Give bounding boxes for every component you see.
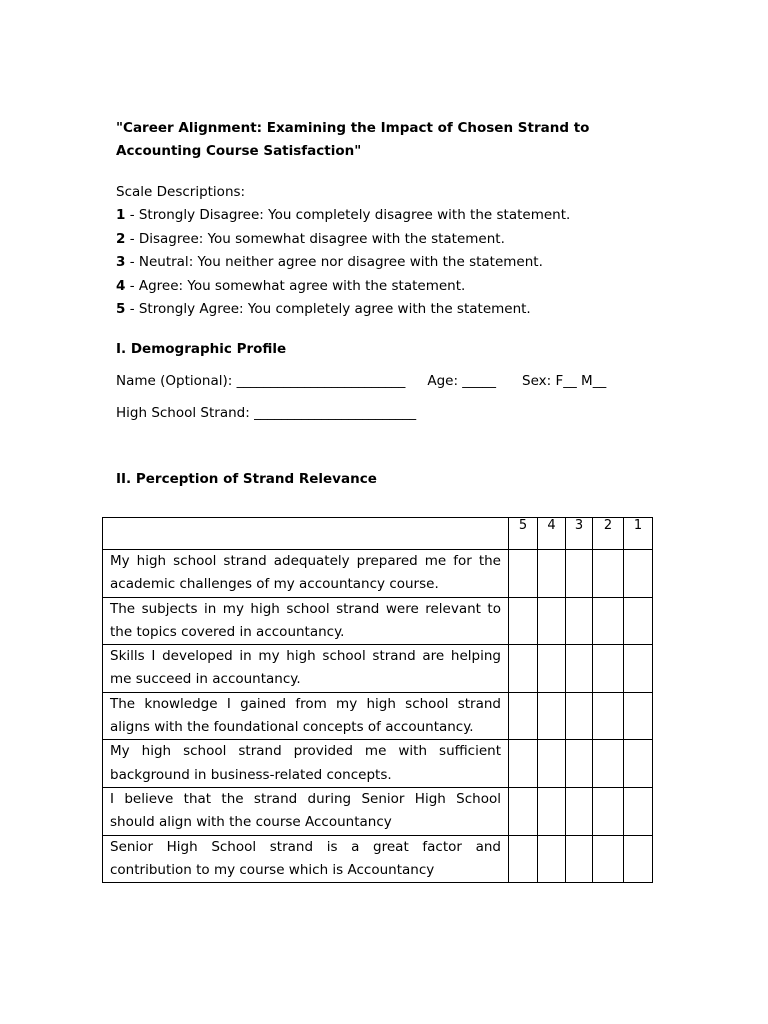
- scale-number: 5: [116, 301, 126, 318]
- scale-text: - Strongly Disagree: You completely disagree with the statement.: [125, 207, 571, 224]
- document-title: "Career Alignment: Examining the Impact of Chosen Strand to Accounting Course Satisfaction": [116, 120, 590, 159]
- rating-cell-4[interactable]: [538, 597, 566, 645]
- rating-cell-1[interactable]: [624, 787, 653, 835]
- statement-cell: My high school strand provided me with sufficient background in business-related concepts.: [103, 740, 509, 788]
- statement-cell: Senior High School strand is a great factor and contribution to my course which is Accountancy: [103, 835, 509, 883]
- rating-cell-4[interactable]: [538, 787, 566, 835]
- rating-cell-4[interactable]: [538, 692, 566, 740]
- rating-cell-2[interactable]: [593, 835, 624, 883]
- statement-header-cell: [103, 518, 509, 550]
- rating-cell-2[interactable]: [593, 692, 624, 740]
- scale-heading: Scale Descriptions:: [116, 184, 246, 200]
- table-row: [103, 550, 653, 598]
- table-row: [103, 597, 653, 645]
- scale-item-2: [116, 228, 676, 251]
- scale-number: 3: [116, 254, 126, 271]
- rating-header-1: 1: [624, 518, 653, 550]
- scale-text: - Neutral: You neither agree nor disagree with the statement.: [125, 254, 543, 271]
- rating-cell-1[interactable]: [624, 692, 653, 740]
- strand-relevance-heading: II. Perception of Strand Relevance: [116, 471, 377, 487]
- scale-text: - Agree: You somewhat agree with the statement.: [125, 277, 466, 294]
- scale-text: - Disagree: You somewhat disagree with the statement.: [125, 230, 505, 247]
- rating-cell-1[interactable]: [624, 550, 653, 598]
- rating-cell-3[interactable]: [566, 645, 593, 693]
- statement-cell: I believe that the strand during Senior High School should align with the course Accountancy: [103, 787, 509, 835]
- scale-item-3: [116, 251, 676, 274]
- rating-cell-5[interactable]: [509, 787, 538, 835]
- rating-cell-3[interactable]: [566, 597, 593, 645]
- table-row: [103, 740, 653, 788]
- name-field[interactable]: Name (Optional): _________________________: [116, 373, 406, 389]
- table-header-row: [103, 518, 653, 550]
- rating-cell-5[interactable]: [509, 597, 538, 645]
- rating-cell-2[interactable]: [593, 787, 624, 835]
- table-row: [103, 835, 653, 883]
- rating-cell-1[interactable]: [624, 835, 653, 883]
- rating-cell-1[interactable]: [624, 645, 653, 693]
- rating-cell-3[interactable]: [566, 835, 593, 883]
- scale-descriptions: [116, 181, 676, 321]
- rating-cell-4[interactable]: [538, 550, 566, 598]
- rating-cell-1[interactable]: [624, 740, 653, 788]
- demographic-row: [116, 373, 606, 389]
- rating-cell-4[interactable]: [538, 645, 566, 693]
- statement-cell: Skills I developed in my high school strand are helping me succeed in accountancy.: [103, 645, 509, 693]
- statement-cell: The subjects in my high school strand were relevant to the topics covered in accountancy.: [103, 597, 509, 645]
- rating-cell-5[interactable]: [509, 835, 538, 883]
- rating-header-2: 2: [593, 518, 624, 550]
- rating-cell-3[interactable]: [566, 740, 593, 788]
- rating-cell-4[interactable]: [538, 835, 566, 883]
- sex-field[interactable]: Sex: F__ M__: [522, 373, 607, 389]
- table-row: [103, 787, 653, 835]
- scale-number: 2: [116, 230, 126, 247]
- scale-item-1: [116, 204, 676, 227]
- rating-cell-5[interactable]: [509, 550, 538, 598]
- strand-relevance-table: [102, 517, 653, 883]
- rating-cell-2[interactable]: [593, 550, 624, 598]
- age-field[interactable]: Age: _____: [427, 373, 497, 389]
- rating-header-5: 5: [509, 518, 538, 550]
- rating-header-4: 4: [538, 518, 566, 550]
- statement-cell: My high school strand adequately prepared me for the academic challenges of my accountancy course.: [103, 550, 509, 598]
- rating-header-3: 3: [566, 518, 593, 550]
- rating-cell-5[interactable]: [509, 645, 538, 693]
- rating-cell-3[interactable]: [566, 550, 593, 598]
- strand-field[interactable]: High School Strand: ________________________: [116, 405, 417, 421]
- rating-cell-4[interactable]: [538, 740, 566, 788]
- rating-cell-3[interactable]: [566, 692, 593, 740]
- scale-number: 4: [116, 277, 126, 294]
- rating-cell-1[interactable]: [624, 597, 653, 645]
- demographic-heading: I. Demographic Profile: [116, 341, 287, 357]
- rating-cell-3[interactable]: [566, 787, 593, 835]
- table-row: [103, 692, 653, 740]
- rating-cell-2[interactable]: [593, 740, 624, 788]
- rating-cell-5[interactable]: [509, 740, 538, 788]
- scale-text: - Strongly Agree: You completely agree with the statement.: [125, 301, 531, 318]
- scale-item-4: [116, 275, 676, 298]
- scale-item-5: [116, 298, 676, 321]
- rating-cell-2[interactable]: [593, 597, 624, 645]
- statement-cell: The knowledge I gained from my high school strand aligns with the foundational concepts of accountancy.: [103, 692, 509, 740]
- rating-cell-5[interactable]: [509, 692, 538, 740]
- rating-cell-2[interactable]: [593, 645, 624, 693]
- table-row: [103, 645, 653, 693]
- scale-number: 1: [116, 207, 126, 224]
